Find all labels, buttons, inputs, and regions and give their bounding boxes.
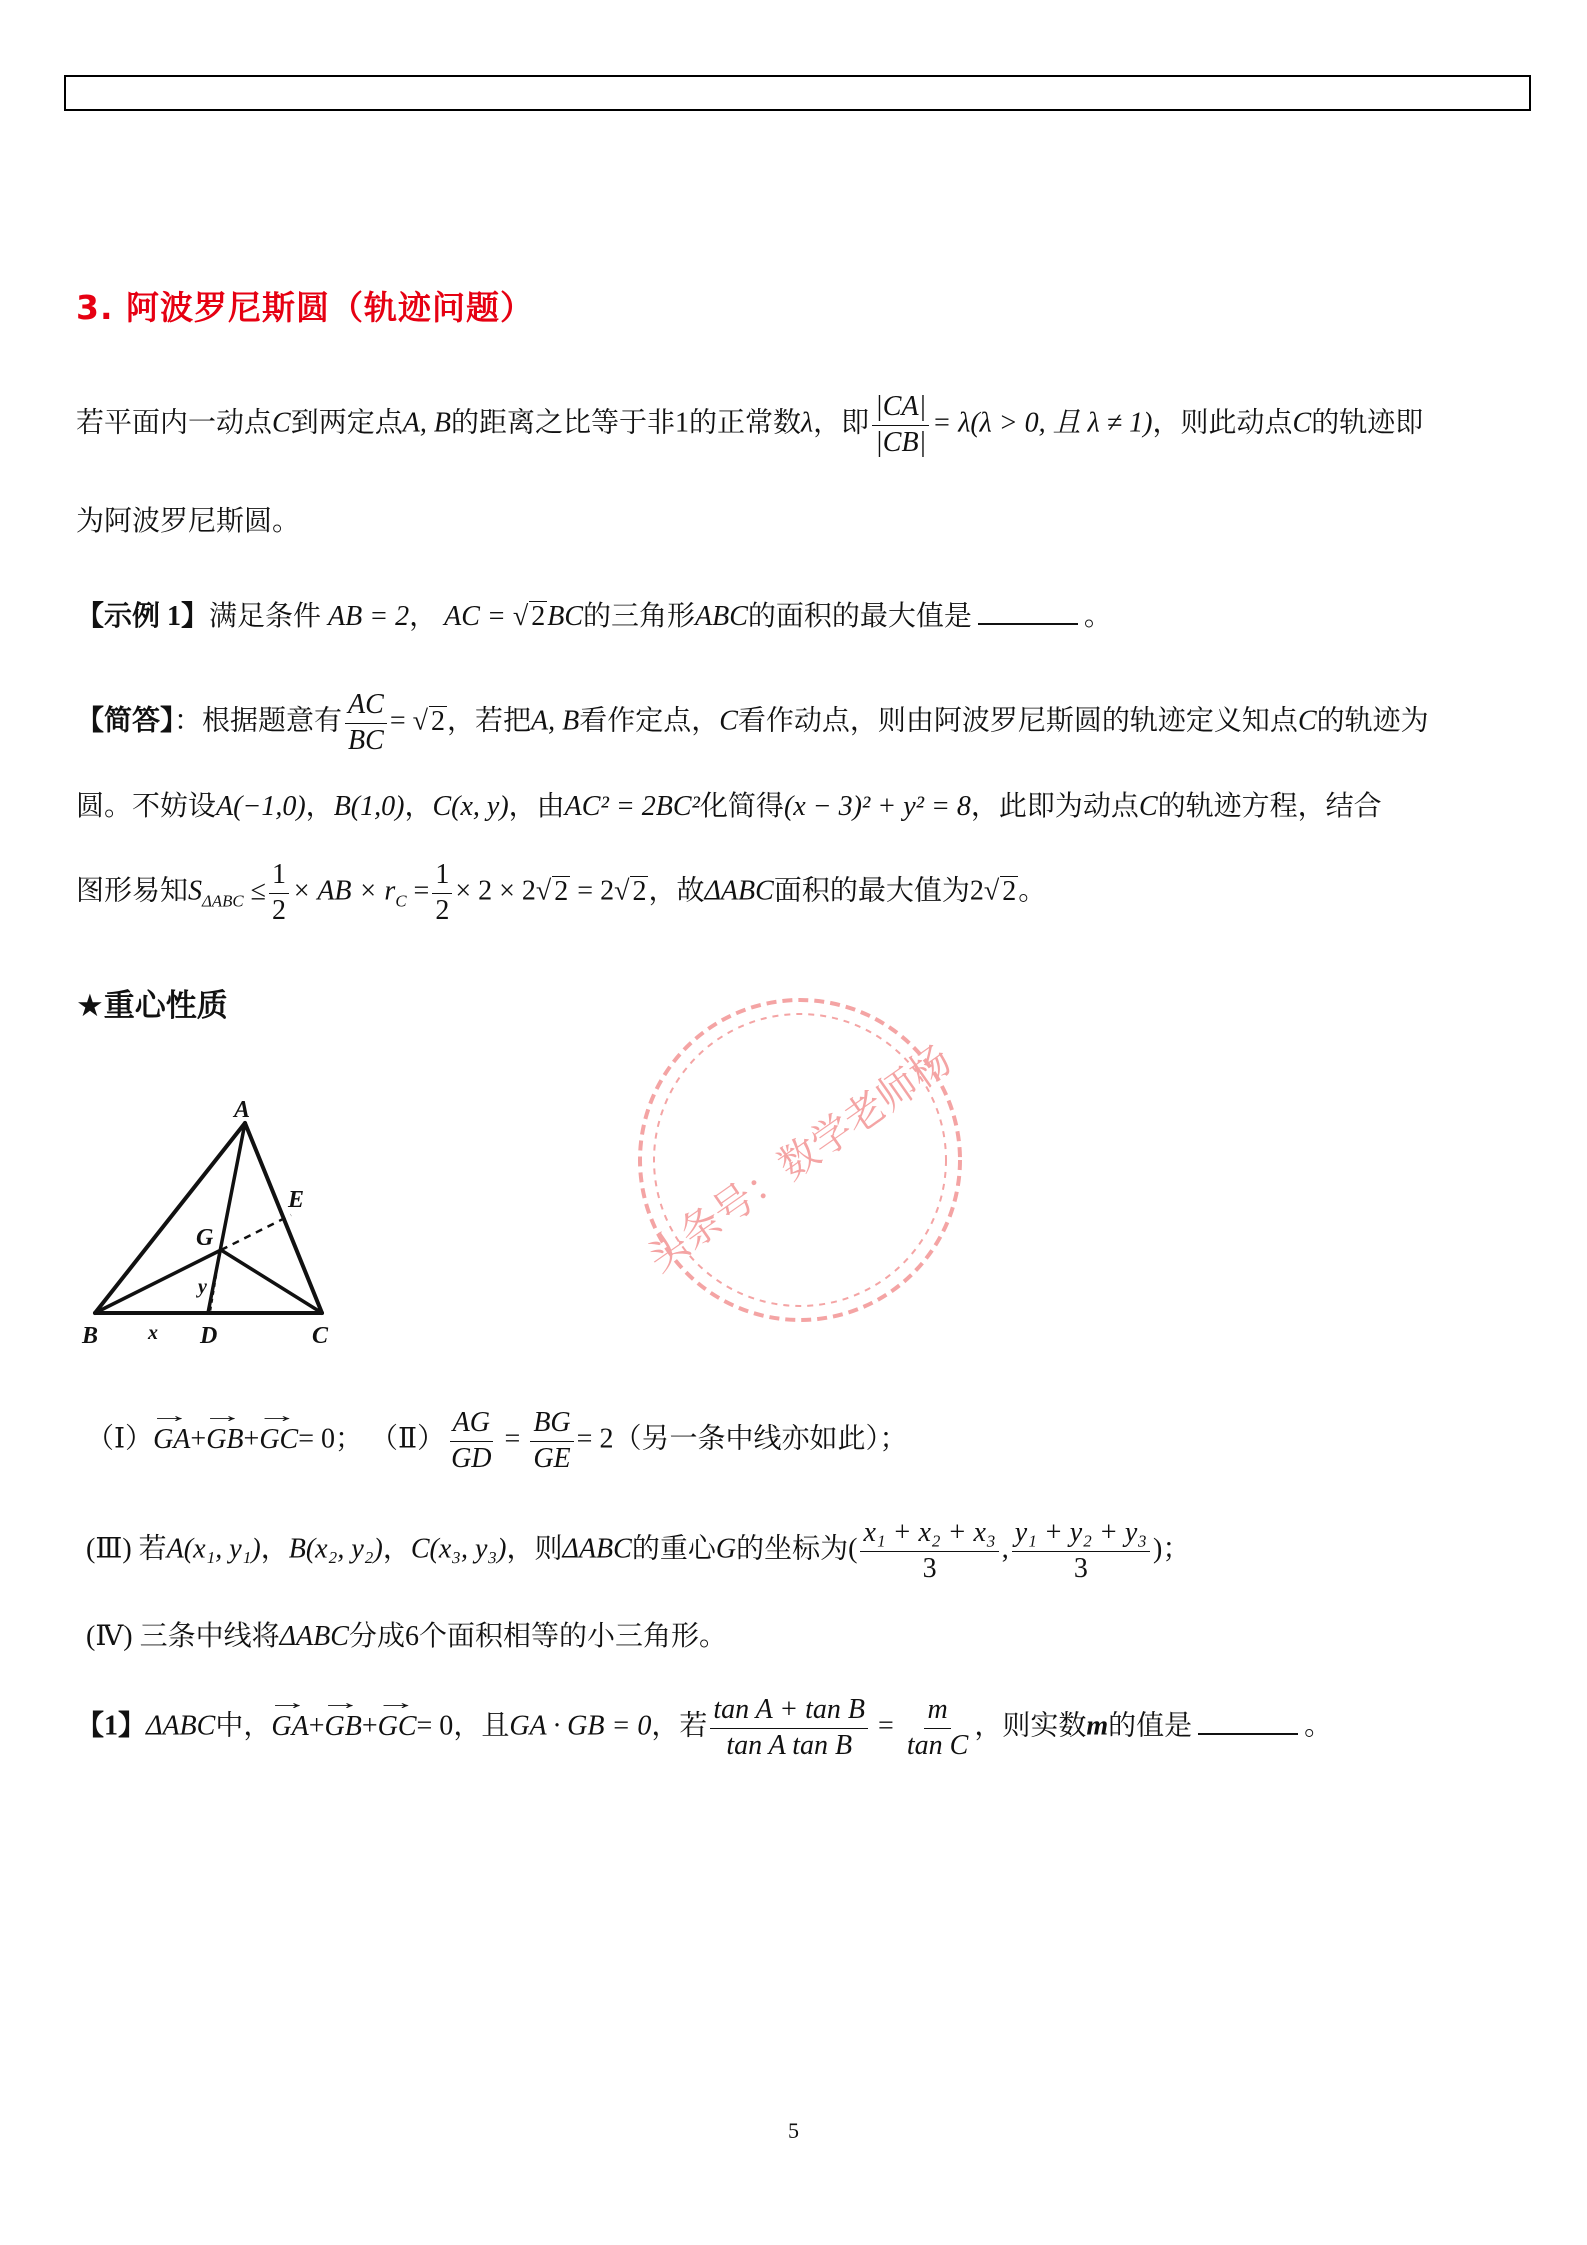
label-y: y (198, 1276, 207, 1298)
watermark-stamp (590, 950, 1010, 1370)
centroid-triangle-figure (80, 1095, 350, 1355)
y-centroid-fraction: $\frac{\text{y₁ + y₂ + y₃}}{3}$ (1012, 1518, 1150, 1585)
label-c: C (312, 1323, 329, 1349)
half-fraction-1: $\frac{1}{2}$ (269, 860, 289, 927)
answer-line-1: 【简答】：根据题意有 $\frac{AC}{BC}$ = √ 2，若把A, B看作定点，C看作动点，则由阿波罗尼斯圆的轨迹定义知点C的轨迹为 (76, 689, 1429, 756)
label-a: A (234, 1097, 251, 1123)
property-1-2: （Ⅰ）GA →+GB →+GC →= 0； （Ⅱ） $\frac{AG}{GD}$ = $\frac{BG}{GE}$ = 2（另一条中线亦如此）； (86, 1408, 907, 1475)
label-b: B (82, 1323, 99, 1349)
tan-fraction: $\frac{\text{tan A + tan B}}{\text{tan A tan B}}$ (710, 1695, 868, 1762)
segment-gc (221, 1250, 322, 1313)
ratio-fraction: $\frac{|CA|}{|CB|}$ (872, 392, 929, 459)
property-3: (Ⅲ) 若A(x₁, y₁)，B(x₂, y₂)，C(x₃, y₃)，则ΔABC的重心G的坐标为( $\frac{\text{x₁ + x₂ + x₃}}{3}$ , $\frac{\text{y₁ + y₂ + y₃}}{3}$ )； (86, 1517, 1191, 1584)
x-centroid-fraction: $\frac{\text{x₁ + x₂ + x₃}}{3}$ (860, 1518, 998, 1585)
section-title: 3. 阿波罗尼斯圆（轨迹问题） (76, 288, 534, 327)
watermark-text: 头条号：数学老师杨 (638, 1037, 961, 1282)
half-fraction-2: $\frac{1}{2}$ (432, 860, 452, 927)
answer-line-3: 图形易知$S_{\Delta ABC}$ ≤ $\frac{1}{2}$ × AB × $r_C$ = $\frac{1}{2}$ × 2 × 2√ 2 = 2√ 2，故ΔABC面积的最大值为2√ 2。 (76, 859, 1047, 926)
label-x: x (148, 1322, 158, 1344)
header-box (64, 75, 1531, 111)
ac-bc-fraction: $\frac{AC}{BC}$ (345, 690, 387, 757)
label-g: G (196, 1225, 214, 1251)
definition-line-2: 为阿波罗尼斯圆。 (76, 506, 301, 537)
problem-blank (1198, 1711, 1298, 1735)
page-number: 5 (788, 2118, 799, 2143)
dashed-ge (221, 1215, 291, 1250)
definition-line-1: 若平面内一动点C到两定点A, B的距离之比等于非1的正常数λ，即 $\frac{|CA|}{|CB|}$ = λ(λ > 0, 且 λ ≠ 1)，则此动点C的轨迹即 (76, 391, 1424, 458)
problem-1: 【1】ΔABC中，GA →+GB →+GC →= 0，且GA · GB = 0，若 $\frac{\text{tan A + tan B}}{\text{tan A tan B}}$ = $\frac{m}{\text{tan C}}$ ，则实数m的值是 。 (76, 1695, 1332, 1762)
label-d: D (200, 1323, 218, 1349)
m-tanc-fraction: $\frac{m}{\text{tan C}}$ (906, 1694, 969, 1761)
ag-gd-fraction: $\frac{AG}{GD}$ (451, 1407, 492, 1474)
side-ab (95, 1123, 245, 1313)
answer-blank (978, 601, 1078, 625)
property-4: (Ⅳ) 三条中线将ΔABC分成6个面积相等的小三角形。 (86, 1621, 727, 1652)
label-e: E (288, 1187, 305, 1213)
centroid-title: ★重心性质 (76, 988, 228, 1024)
answer-line-2: 圆。不妨设A(−1,0)，B(1,0)，C(x, y)，由AC² = 2BC²化简得(x − 3)² + y² = 8，此即为动点C的轨迹方程，结合 (76, 791, 1382, 822)
example-1: 【示例 1】满足条件 AB = 2， AC = √ 2BC的三角形ABC的面积的最大值是 。 (76, 601, 1112, 632)
bg-ge-fraction: $\frac{BG}{GE}$ (530, 1408, 573, 1475)
